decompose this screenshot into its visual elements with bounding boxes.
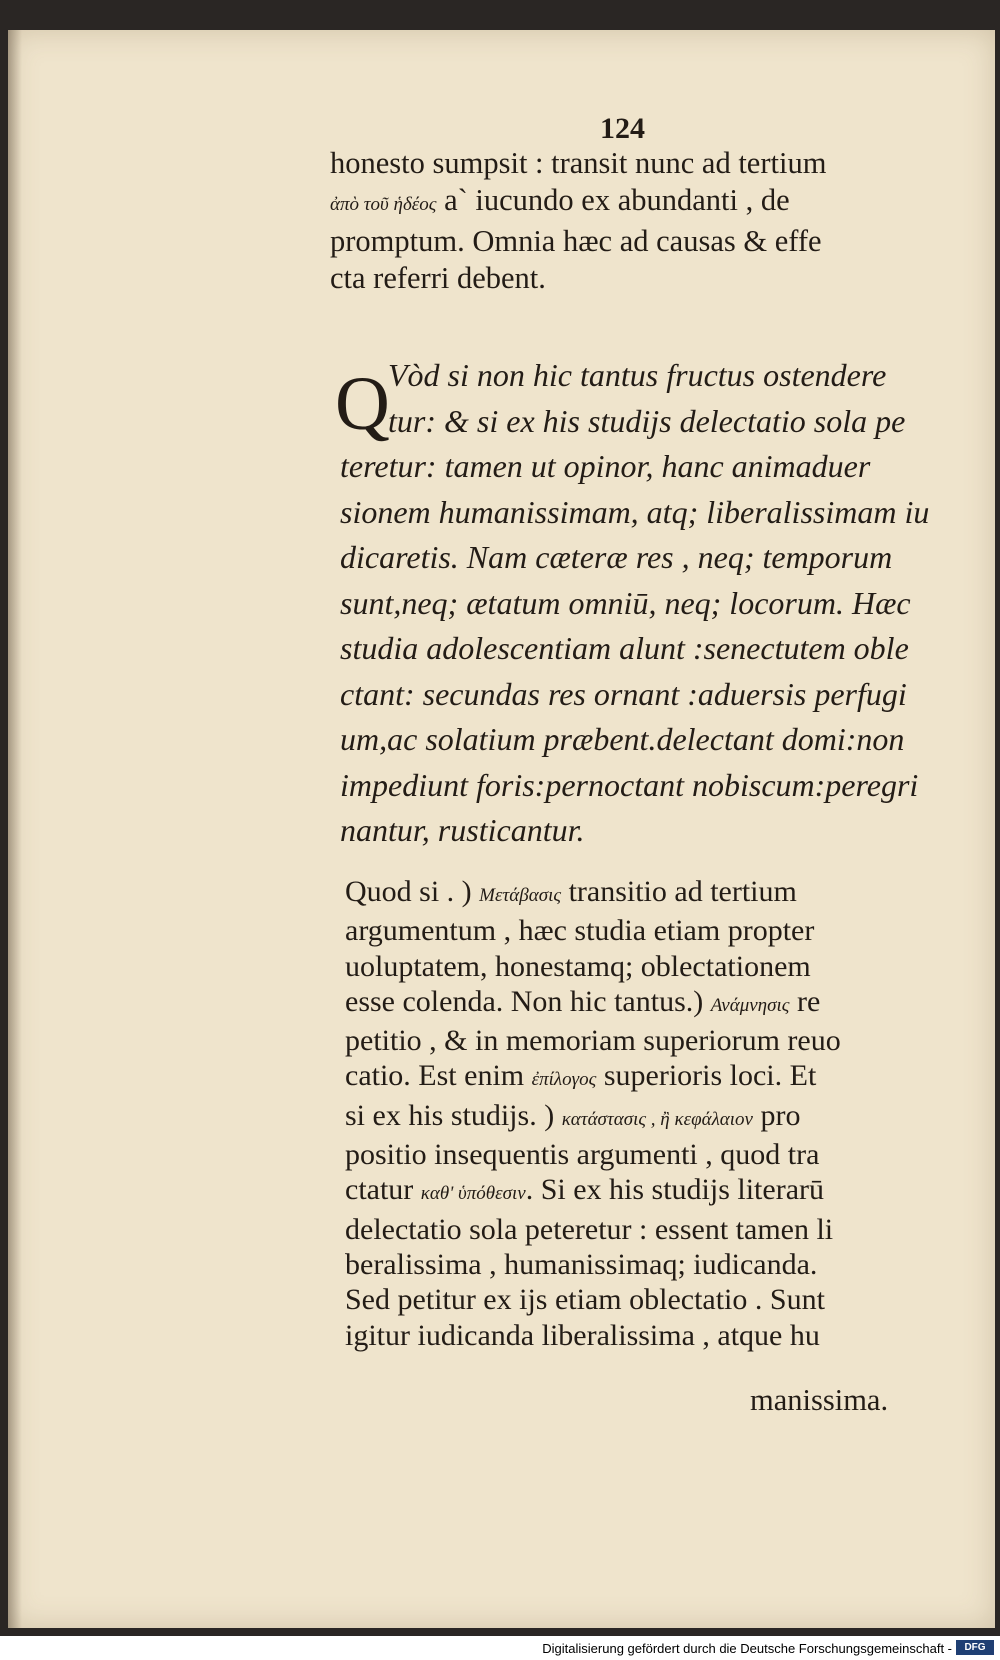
text-fragment: argumentum , hæc studia etiam propter [345, 914, 815, 948]
text-line: ctant: secundas res ornant :aduersis perfugi [340, 675, 907, 712]
dfg-logo: DFG [956, 1640, 994, 1655]
text-block-2-italic [340, 353, 929, 854]
text-line: Vòd si non hic tantus fructus ostendere [388, 357, 887, 393]
text-line [330, 182, 826, 223]
text-fragment: catio. Est enim [345, 1059, 532, 1093]
text-fragment: . Si ex his studijs literarū [525, 1173, 825, 1207]
text-line: um,ac solatium præbent.delectant domi:non [340, 721, 905, 757]
text-line: honesto sumpsit : transit nunc ad tertium [330, 146, 827, 180]
text-fragment: pro [753, 1098, 801, 1132]
text-line [345, 1212, 841, 1247]
text-line: teretur: tamen ut opinor, hanc animaduer [340, 448, 871, 484]
greek-phrase: Μετάβασις [479, 885, 562, 906]
text-line [345, 1023, 841, 1058]
text-fragment: a` iucundo ex abundanti , de [444, 183, 790, 217]
text-line [345, 984, 841, 1023]
text-fragment: igitur iudicanda liberalissima , atque hu [345, 1318, 820, 1352]
text-line: cta referri debent. [330, 261, 546, 295]
text-fragment: positio insequentis argumenti , quod tra [345, 1138, 820, 1172]
text-line: sunt,neq; ætatum omniū, neq; locorum. Hæc [340, 584, 911, 621]
text-line: impediunt foris:pernoctant nobiscum:peregri [340, 766, 919, 803]
text-fragment: superioris loci. Et [596, 1059, 817, 1093]
text-line [345, 1058, 841, 1097]
text-fragment: si ex his studijs. ) [345, 1098, 562, 1132]
final-line: manissima. [750, 1383, 889, 1417]
greek-phrase: Ανάμνησις [710, 994, 790, 1016]
text-line: sionem humanissimam, atq; liberalissimam iu [340, 493, 930, 530]
greek-phrase: ἀπὸ τοῦ ἡδέος [330, 194, 437, 215]
text-line [345, 1172, 841, 1211]
text-line [345, 913, 841, 948]
text-fragment: esse colenda. Non hic tantus.) [345, 984, 711, 1018]
text-line: dicaretis. Nam cæteræ res , neq; temporum [340, 539, 893, 575]
text-line: studia adolescentiam alunt :senectutem oble [340, 630, 909, 666]
text-fragment: ctatur [345, 1173, 421, 1207]
text-fragment: beralissima , humanissimaq; iudicanda. [345, 1247, 818, 1281]
text-fragment: uoluptatem, honestamq; oblectationem [345, 949, 811, 983]
text-line [345, 1098, 841, 1137]
drop-cap: Q [335, 362, 390, 446]
text-line [345, 1137, 841, 1172]
greek-phrase: κατάστασις , ἢ κεφάλαιον [561, 1108, 753, 1130]
digitization-footer [0, 1636, 1000, 1660]
text-fragment: petitio , & in memoriam superiorum reuo [345, 1024, 841, 1058]
text-line [345, 874, 841, 913]
page-number: 124 [600, 112, 645, 145]
text-line: tur: & si ex his studijs delectatio sola pe [388, 402, 906, 439]
text-fragment: re [789, 984, 821, 1018]
text-fragment: Quod si . ) [345, 875, 480, 908]
text-line [345, 1282, 841, 1317]
text-line [345, 1318, 841, 1353]
text-fragment: Sed petitur ex ijs etiam oblectatio . Sunt [345, 1283, 825, 1317]
text-line [345, 949, 841, 984]
text-fragment: transitio ad tertium [561, 875, 797, 908]
text-block-3 [345, 874, 841, 1353]
footer-credit: Digitalisierung gefördert durch die Deutsche Forschungsgemeinschaft - [542, 1641, 952, 1656]
greek-phrase: καθ' ὑπόθεσιν [420, 1183, 526, 1205]
text-line: nantur, rusticantur. [340, 812, 585, 848]
text-fragment: delectatio sola peteretur : essent tamen li [345, 1212, 834, 1246]
text-block-1 [330, 145, 826, 297]
text-line [345, 1247, 841, 1282]
text-line: promptum. Omnia hæc ad causas & effe [330, 224, 822, 258]
greek-phrase: ἐπίλογος [531, 1069, 597, 1091]
page-gutter-shadow [8, 30, 22, 1628]
